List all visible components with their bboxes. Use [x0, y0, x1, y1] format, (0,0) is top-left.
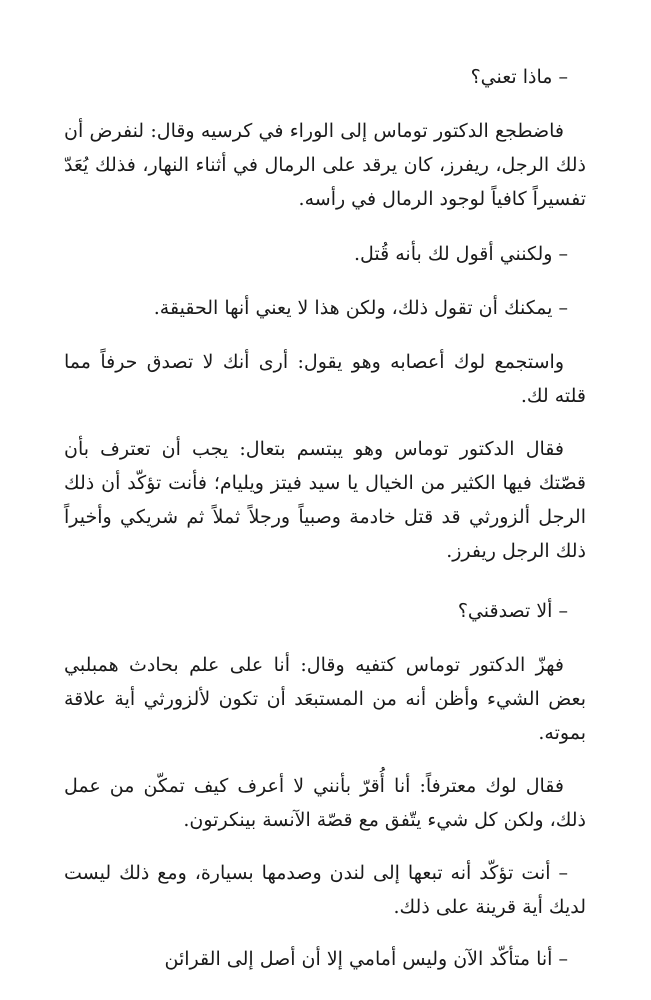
paragraph-7: – ألا تصدقني؟ — [457, 600, 568, 622]
paragraph-2: فاضطجع الدكتور توماس إلى الوراء في كرسيه وقال: لنفرض أن ذلك الرجل، ريفرز، كان يرقد على الرمال في أثناء النهار، فذلك يُعَدّ تفسيراً كافياً لوجود الرمال في رأسه. — [64, 120, 586, 210]
paragraph-5: واستجمع لوك أعصابه وهو يقول: أرى أنك لا تصدق حرفاً مما قلته لك. — [64, 351, 586, 407]
book-page — [64, 0, 586, 1000]
paragraph-1: – ماذا تعني؟ — [470, 66, 568, 88]
paragraph-8: فهزّ الدكتور توماس كتفيه وقال: أنا على علم بحادث همبلبي بعض الشيء وأظن أنه من المستبعَد أن تكون لألزورثي أية علاقة بموته. — [64, 654, 586, 744]
paragraph-10: – أنت تؤكّد أنه تبعها إلى لندن وصدمها بسيارة، ومع ذلك ليست لديك أية قرينة على ذلك. — [64, 862, 586, 918]
paragraph-6: فقال الدكتور توماس وهو يبتسم بتعال: يجب أن تعترف بأن قصّتك فيها الكثير من الخيال يا سيد فيتز ويليام؛ فأنت تؤكّد أن ذلك الرجل ألزورثي قد قتل خادمة وصبياً ورجلاً ثملاً ثم شريكي وأخيراً ذلك الرجل ريفرز. — [64, 438, 586, 562]
paragraph-3: – ولكنني أقول لك بأنه قُتل. — [353, 243, 568, 265]
paragraph-11: – أنا متأكّد الآن وليس أمامي إلا أن أصل إلى القرائن — [164, 948, 568, 970]
paragraph-9: فقال لوك معترفاً: أنا أُقرّ بأنني لا أعرف كيف تمكّن من عمل ذلك، ولكن كل شيء يتّفق مع قصّة الآنسة بينكرتون. — [64, 775, 586, 831]
paragraph-4: – يمكنك أن تقول ذلك، ولكن هذا لا يعني أنها الحقيقة. — [153, 297, 568, 319]
